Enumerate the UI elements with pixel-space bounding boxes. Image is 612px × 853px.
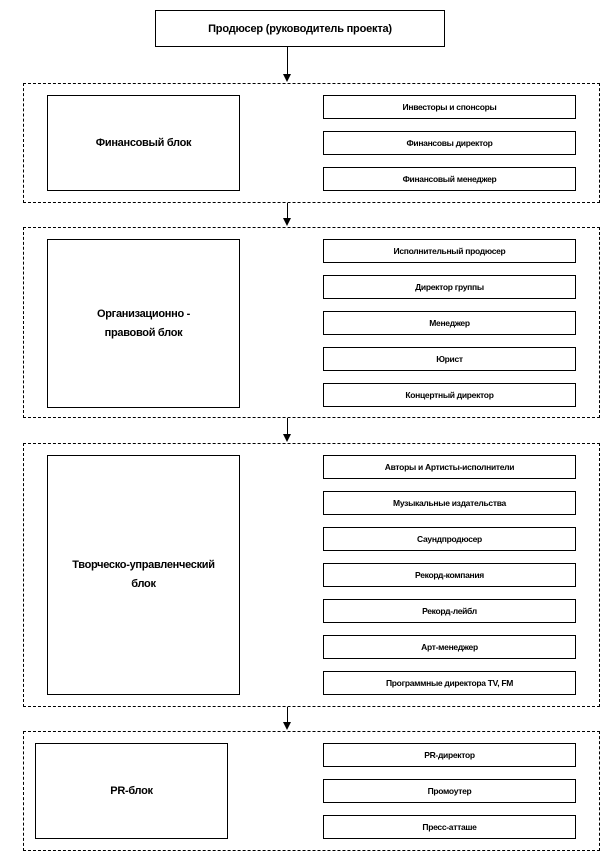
- legal-item: Исполнительный продюсер: [323, 239, 576, 263]
- pr-item: Промоутер: [323, 779, 576, 803]
- arrow-financial-to-legal: [287, 203, 289, 227]
- arrow-legal-to-creative: [287, 418, 289, 443]
- creative-item: Авторы и Артисты-исполнители: [323, 455, 576, 479]
- creative-item: Рекорд-лейбл: [323, 599, 576, 623]
- arrow-creative-to-pr: [287, 707, 289, 731]
- creative-block-label: Творческо-управленческий блок: [72, 559, 215, 590]
- pr-item: Пресс-атташе: [323, 815, 576, 839]
- legal-block-label: Организационно - правовой блок: [97, 307, 190, 339]
- legal-item: Менеджер: [323, 311, 576, 335]
- creative-item: Музыкальные издательства: [323, 491, 576, 515]
- pr-item: PR-директор: [323, 743, 576, 767]
- creative-item: Рекорд-компания: [323, 563, 576, 587]
- financial-block-label: Финансовый блок: [95, 136, 192, 149]
- producer-label: Продюсер (руководитель проекта): [208, 22, 392, 35]
- financial-block-box: [47, 95, 240, 191]
- legal-item: Директор группы: [323, 275, 576, 299]
- financial-item: Инвесторы и спонсоры: [323, 95, 576, 119]
- pr-block-box: [35, 743, 228, 839]
- creative-item: Программные директора TV, FM: [323, 671, 576, 695]
- legal-item: Юрист: [323, 347, 576, 371]
- legal-item: Концертный директор: [323, 383, 576, 407]
- legal-block-box: [47, 239, 240, 408]
- producer-box: [155, 10, 445, 47]
- arrow-producer-to-financial: [287, 47, 289, 83]
- pr-block-label: PR-блок: [110, 784, 153, 797]
- creative-item: Арт-менеджер: [323, 635, 576, 659]
- creative-item: Саундпродюсер: [323, 527, 576, 551]
- financial-item: Финансовы директор: [323, 131, 576, 155]
- creative-block-box: [47, 455, 240, 695]
- financial-item: Финансовый менеджер: [323, 167, 576, 191]
